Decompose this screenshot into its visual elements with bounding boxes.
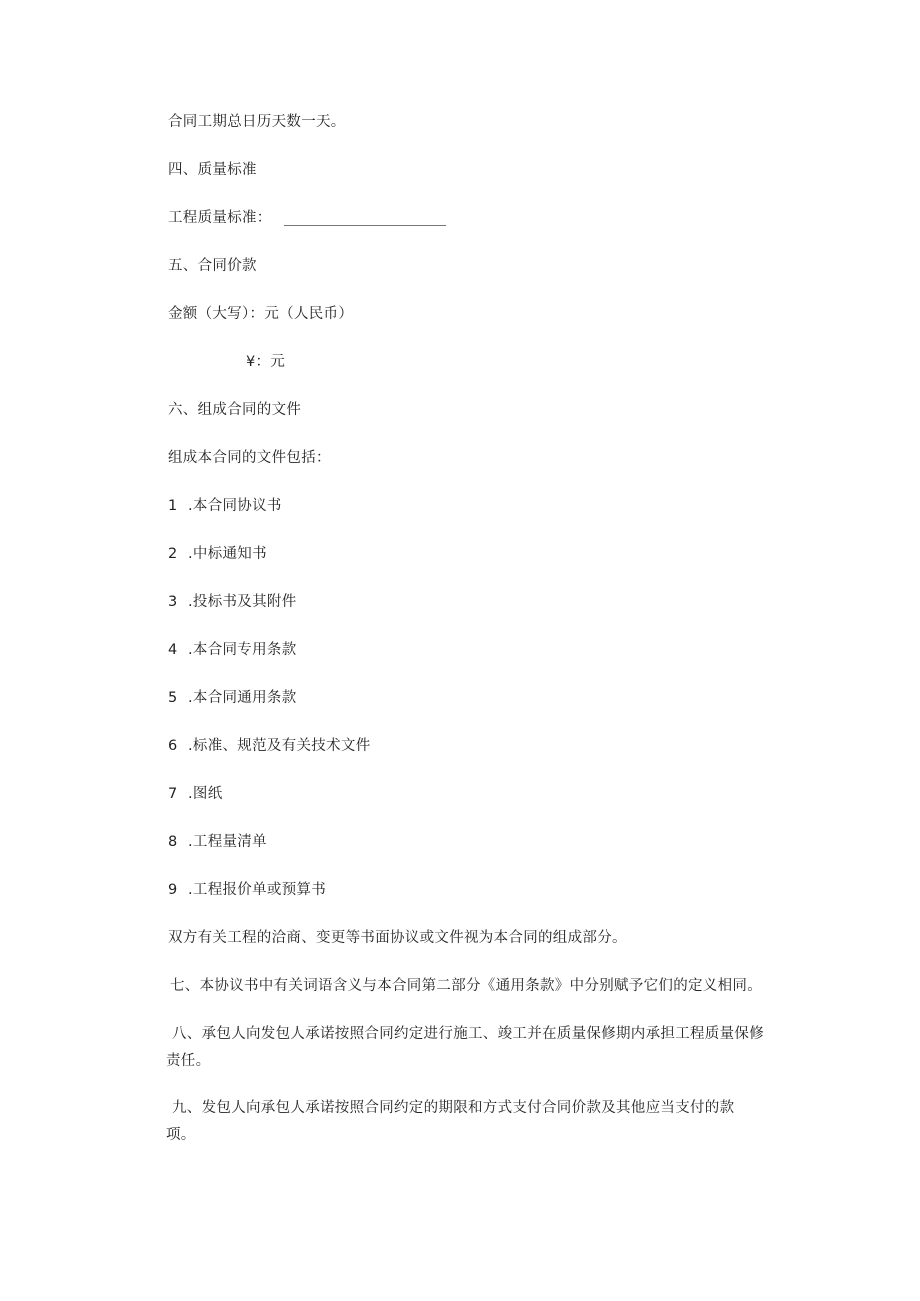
list-item [168,640,297,660]
list-item [168,592,297,612]
section-9-line-2: 项。 [166,1127,196,1143]
list-item-text: .投标书及其附件 [188,594,297,610]
list-item-text: .工程报价单或预算书 [188,882,327,898]
contract-duration: 合同工期总日历天数一天。 [168,114,346,130]
section-7: 七、本协议书中有关词语含义与本合同第二部分《通用条款》中分别赋予它们的定义相同。 [170,978,762,994]
list-item [168,784,223,804]
documents-intro: 组成本合同的文件包括： [168,450,331,466]
list-item-number: 9 [168,882,178,898]
list-item-number: 1 [168,498,178,514]
yuan-symbol-line: ¥：元 [246,354,286,370]
list-item [168,496,282,516]
section-6-heading: 六、组成合同的文件 [168,402,302,418]
documents-closing: 双方有关工程的洽商、变更等书面协议或文件视为本合同的组成部分。 [168,930,627,946]
list-item [168,832,267,852]
list-item-number: 6 [168,738,178,754]
list-item-text: .标准、规范及有关技术文件 [188,738,371,754]
list-item-number: 5 [168,690,178,706]
list-item-number: 3 [168,594,178,610]
quality-standard-blank [284,211,446,226]
list-item-text: .本合同通用条款 [188,690,297,706]
list-item-number: 2 [168,546,178,562]
list-item [168,688,297,708]
section-5-heading: 五、合同价款 [168,258,257,274]
amount-label: 金额（大写）：元（人民币） [168,306,354,322]
list-item-number: 7 [168,786,178,802]
section-8-line-2: 责任。 [166,1053,211,1069]
quality-standard-label: 工程质量标准： [168,210,272,226]
list-item-text: .本合同协议书 [188,498,282,514]
section-8-line-1: 八、承包人向发包人承诺按照合同约定进行施工、竣工并在质量保修期内承担工程质量保修 [172,1026,764,1042]
list-item-text: .本合同专用条款 [188,642,297,658]
quality-standard-row [168,208,446,228]
list-item-number: 8 [168,834,178,850]
list-item-text: .图纸 [188,786,223,802]
list-item [168,736,371,756]
section-4-heading: 四、质量标准 [168,162,257,178]
section-9-line-1: 九、发包人向承包人承诺按照合同约定的期限和方式支付合同价款及其他应当支付的款 [172,1100,735,1116]
list-item-text: .工程量清单 [188,834,267,850]
list-item-number: 4 [168,642,178,658]
list-item [168,880,326,900]
list-item-text: .中标通知书 [188,546,267,562]
list-item [168,544,267,564]
